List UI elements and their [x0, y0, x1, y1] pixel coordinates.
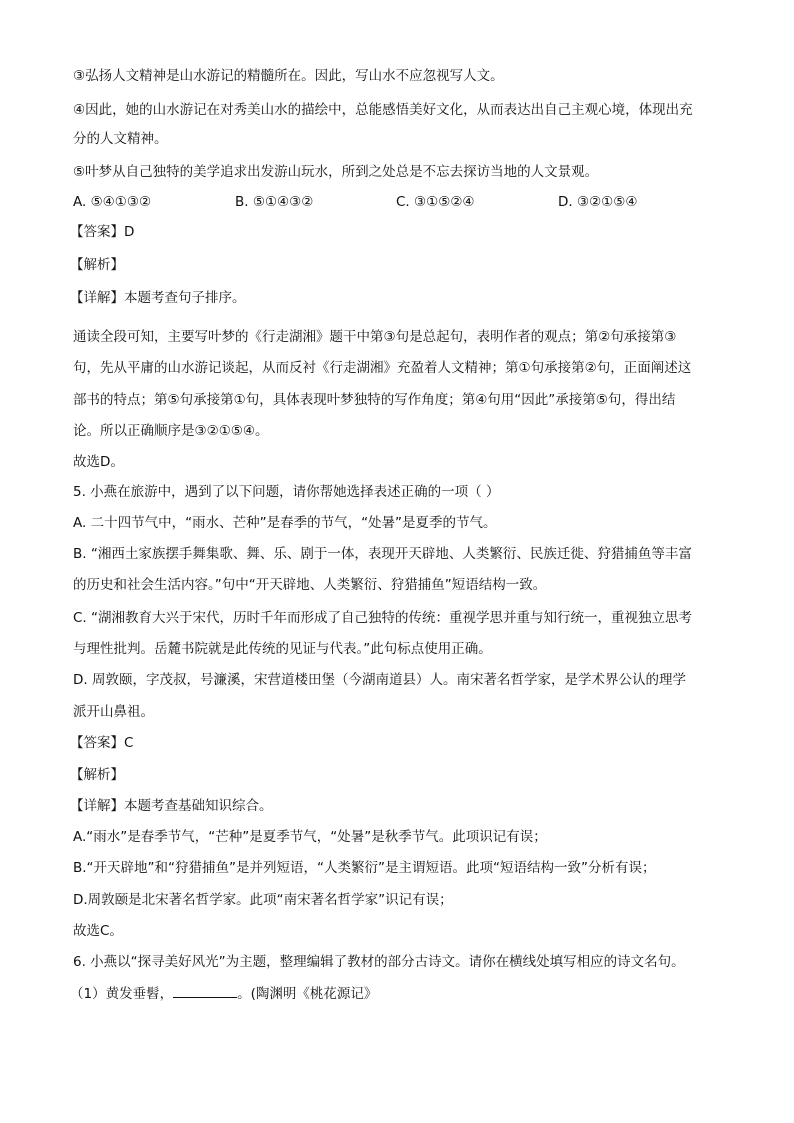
q4-explanation-line2: 句，先从平庸的山水游记谈起，从而反衬《行走湖湘》充盈着人文精神；第①句承接第②句，正面阐述这: [73, 360, 692, 376]
q4-explanation-line4: 论。所以正确顺序是③②①⑤④。: [73, 423, 269, 439]
q4-option-c: C. ③①⑤②④: [396, 194, 475, 210]
fill-blank: [173, 983, 237, 998]
q4-sentence-4-line1: ④因此，她的山水游记在对秀美山水的描绘中，总能感悟美好文化，从而表达出自己主观心境，体现出充: [73, 102, 693, 118]
q4-analysis-heading: 【解析】: [70, 257, 124, 273]
q5-answer: 【答案】C: [70, 735, 134, 751]
q5-option-c-line2: 与理性批判。岳麓书院就是此传统的见证与代表。”此句标点使用正确。: [73, 641, 492, 657]
q4-explanation-line3: 部书的特点；第⑤句承接第①句，具体表现叶梦独特的写作角度；第④句用“因此”承接第⑤句，得出结: [73, 392, 676, 408]
q4-sentence-3: ③弘扬人文精神是山水游记的精髓所在。因此，写山水不应忽视写人文。: [73, 68, 504, 84]
q4-option-a: A. ⑤④①③②: [73, 194, 152, 210]
q5-option-b-line2: 的历史和社会生活内容。”句中“开天辟地、人类繁衍、狩猎捕鱼”短语结构一致。: [73, 577, 547, 593]
q4-option-d: D. ③②①⑤④: [558, 194, 638, 210]
q5-option-b-line1: B. “湘西土家族摆手舞集歌、舞、乐、剧于一体，表现开天辟地、人类繁衍、民族迁徙、狩猎捕鱼等丰富: [73, 546, 692, 562]
q5-option-a: A. 二十四节气中，“雨水、芒种”是春季的节气，“处暑”是夏季的节气。: [73, 515, 497, 531]
q5-stem: 5. 小燕在旅游中，遇到了以下问题，请你帮她选择表述正确的一项（ ）: [73, 484, 500, 500]
q6-stem: 6. 小燕以“探寻美好风光”为主题，整理编辑了教材的部分古诗文。请你在横线处填写相应的诗文名句。: [73, 954, 685, 970]
q5-explanation-d: D.周敦颐是北宋著名哲学家。此项“南宋著名哲学家”识记有误；: [73, 892, 453, 908]
q5-analysis-heading: 【解析】: [70, 767, 124, 783]
q6-item-1: [70, 983, 377, 1004]
q4-option-b: B. ⑤①④③②: [235, 194, 314, 210]
q4-sentence-4-line2: 分的人文精神。: [73, 131, 168, 147]
q5-option-d-line2: 派开山鼻祖。: [73, 704, 154, 720]
q5-detail-heading: 【详解】本题考查基础知识综合。: [70, 798, 273, 814]
q4-sentence-5: ⑤叶梦从自己独特的美学追求出发游山玩水，所到之处总是不忘去探访当地的人文景观。: [73, 164, 599, 180]
q4-detail-heading: 【详解】本题考查句子排序。: [70, 290, 246, 306]
q4-choose: 故选D。: [73, 454, 124, 470]
q4-explanation-line1: 通读全段可知，主要写叶梦的《行走湖湘》题干中第③句是总起句，表明作者的观点；第②句承接第③: [73, 329, 677, 345]
q5-option-c-line1: C. “湖湘教育大兴于宋代，历时千年而形成了自己独特的传统：重视学思并重与知行统一，重视独立思考: [73, 610, 693, 626]
q6-item-1-prefix: （1）黄发垂髫，: [70, 986, 174, 1002]
q5-explanation-b: B.“开天辟地”和“狩猎捕鱼”是并列短语，“人类繁衍”是主谓短语。此项“短语结构一致”分析有误；: [73, 860, 656, 876]
q4-answer: 【答案】D: [70, 224, 135, 240]
q6-item-1-source: 。(陶渊明《桃花源记》: [237, 986, 378, 1002]
q5-explanation-a: A.“雨水”是春季节气，“芒种”是夏季节气，“处暑”是秋季节气。此项识记有误；: [73, 829, 547, 845]
q5-option-d-line1: D. 周敦颐，字茂叔，号濂溪，宋营道楼田堡（今湖南道县）人。南宋著名哲学家，是学术界公认的理学: [73, 672, 686, 688]
q5-choose: 故选C。: [73, 923, 123, 939]
